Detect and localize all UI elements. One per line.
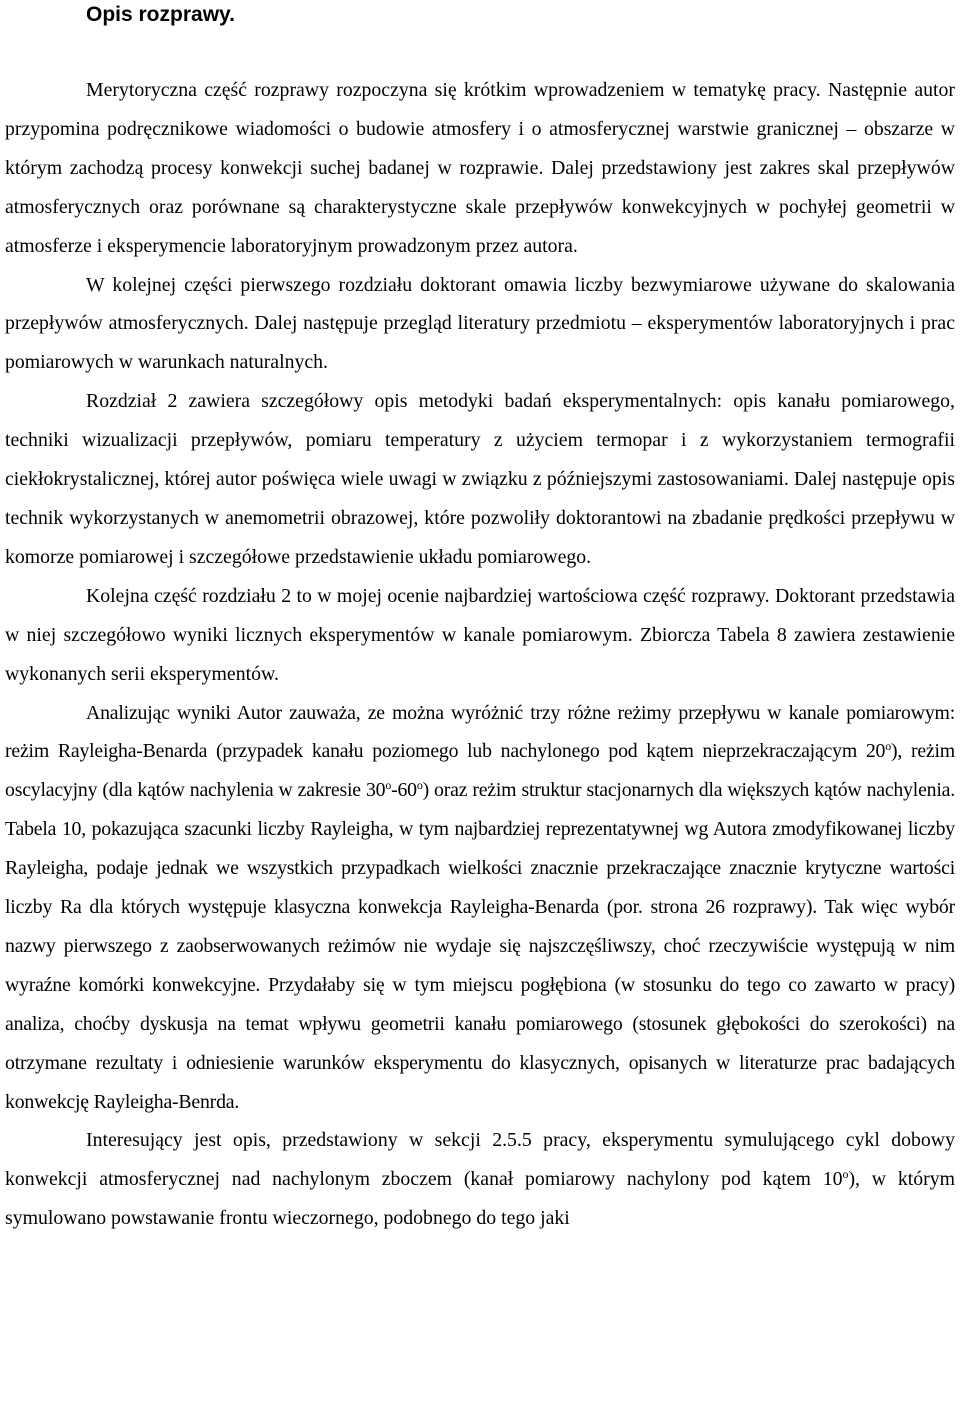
section-heading: Opis rozprawy. xyxy=(86,3,235,26)
body-text xyxy=(5,71,955,1238)
degree-superscript: o xyxy=(885,739,891,754)
paragraph-chapter-1-literature: W kolejnej części pierwszego rozdziału doktorant omawia liczby bezwymiarowe używane do skalowania przepływów atmosferycznych. Dalej następuje przegląd literatury przedmiotu – eksperymentów laboratoryjnych i prac pomiarowych w warunkach naturalnych. xyxy=(5,273,955,374)
paragraph-flow-regimes: Analizując wyniki Autor zauważa, ze można wyróżnić trzy różne reżimy przepływu w kanale pomiarowym: reżim Rayleigha-Benarda (przypadek kanału poziomego lub nachylonego pod kątem nieprzekraczającym 20$^o$), reżim oscylacyjny (dla kątów nachylenia w zakresie 30$^o$-60$^o$) oraz reżim struktur stacjonarnych dla większych kątów nachylenia. Tabela 10, pokazująca szacunki liczby Rayleigha, w tym najbardziej reprezentatywnej wg Autora zmodyfikowanej liczby Rayleigha, podaje jednak we wszystkich przypadkach wielkości znacznie przekraczające znacznie krytyczne wartości liczby Ra dla których występuje klasyczna konwekcja Rayleigha-Benarda (por. strona 26 rozprawy). Tak więc wybór nazwy pierwszego z zaobserwowanych reżimów nie wydaje się najszczęśliwszy, choć rzeczywiście występują w nim wyraźne komórki konwekcyjne. Przydałaby się w tym miejscu pogłębiona (w stosunku do tego co zawarto w pracy) analiza, choćby dyskusja na temat wpływu geometrii kanału pomiarowego (stosunek głębokości do szerokości) na otrzymane rezultaty i odniesienie warunków eksperymentu do klasycznych, opisanych w literaturze prac badających konwekcję Rayleigha-Benrda. xyxy=(5,701,955,1113)
paragraph-intro: Merytoryczna część rozprawy rozpoczyna się krótkim wprowadzeniem w tematykę pracy. Następnie autor przypomina podręcznikowe wiadomości o budowie atmosfery i o atmosferycznej warstwie granicznej – obszarze w którym zachodzą procesy konwekcji suchej badanej w rozprawie. Dalej przedstawiony jest zakres skal przepływów atmosferycznych oraz porównane są charakterystyczne skale przepływów konwekcyjnych w pochyłej geometrii w atmosferze i eksperymencie laboratoryjnym prowadzonym przez autora. xyxy=(5,79,955,257)
paragraph-chapter-2-results: Kolejna część rozdziału 2 to w mojej ocenie najbardziej wartościowa część rozprawy. Doktorant przedstawia w niej szczegółowo wyniki licznych eksperymentów w kanale pomiarowym. Zbiorcza Tabela 8 zawiera zestawienie wykonanych serii eksperymentów. xyxy=(5,584,955,685)
degree-superscript: o xyxy=(385,778,392,793)
paragraph-chapter-2-methodology: Rozdział 2 zawiera szczegółowy opis metodyki badań eksperymentalnych: opis kanału pomiarowego, techniki wizualizacji przepływów, pomiaru temperatury z użyciem termopar i z wykorzystaniem termografii ciekłokrystalicznej, której autor poświęca wiele uwagi w związku z późniejszymi zastosowaniami. Dalej następuje opis technik wykorzystanych w anemometrii obrazowej, które pozwoliły doktorantowi na zbadanie prędkości przepływu w komorze pomiarowej i szczegółowe przedstawienie układu pomiarowego. xyxy=(5,390,955,568)
degree-superscript: o xyxy=(416,778,423,793)
paragraph-diurnal-cycle: Interesujący jest opis, przedstawiony w sekcji 2.5.5 pracy, eksperymentu symulującego cykl dobowy konwekcji atmosferycznej nad nachylonym zboczem (kanał pomiarowy nachylony pod kątem 10$^o$), w którym symulowano powstawanie frontu wieczornego, podobnego do tego jaki xyxy=(5,1129,956,1230)
degree-superscript: o xyxy=(842,1167,849,1182)
